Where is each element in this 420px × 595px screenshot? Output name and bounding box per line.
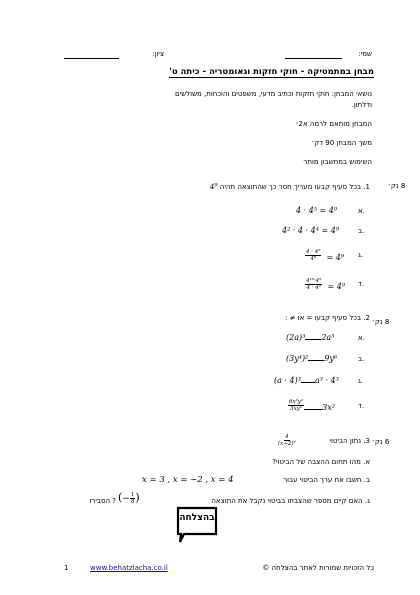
q2-item-a-blank xyxy=(305,339,321,340)
q3-prompt xyxy=(230,437,370,446)
q3-prompt-text: נתון הביטוי xyxy=(329,437,362,445)
page-title-text: מבחן במתמטיקה - חוקי חזקות וגאומטריה - כיתה ט' xyxy=(169,67,374,77)
q1-item-b-label: ב. xyxy=(358,227,365,235)
q3-item-c-label: ג. xyxy=(364,497,370,505)
q3-item-b xyxy=(100,476,370,485)
q1-item-d-rhs: = 4⁹ xyxy=(327,282,346,291)
q2-item-d-den: 3xy² xyxy=(290,406,303,412)
q1-item-d-fraction xyxy=(305,278,322,291)
q3-expression xyxy=(278,430,296,449)
grade-label: ציון: xyxy=(152,50,164,58)
behatzlacha-logo xyxy=(174,504,220,546)
q1-points: 8 נק׳ xyxy=(388,182,406,190)
q2-prompt xyxy=(230,314,370,323)
exam-calculator: השימוש במחשבון מותר xyxy=(303,158,372,166)
q3-number: 3. xyxy=(363,437,370,445)
footer-link[interactable]: www.behatzlacha.co.il xyxy=(90,564,168,572)
q2-item-d-num: 6x³y² xyxy=(289,399,304,405)
logo-icon xyxy=(174,504,220,546)
q2-number: 2. xyxy=(363,314,370,322)
q3-expression-fraction xyxy=(278,434,296,447)
q2-item-b-expr xyxy=(286,354,337,364)
q3-item-c-text: האם קיים מספר שהצבתו בביטוי נקבל את התוצאה xyxy=(211,497,363,505)
q2-item-a-right: 2a³ xyxy=(321,333,335,342)
q1-item-c-expr xyxy=(305,245,344,264)
name-blank xyxy=(285,58,342,59)
q1-item-c-fraction xyxy=(305,249,321,262)
q1-item-c-den: 4⁸ xyxy=(310,256,317,262)
q2-item-c-blank xyxy=(301,382,315,383)
q2-item-c-left: (a · 4)³ xyxy=(274,376,301,385)
exam-level: המבחן מותאם לרמה א2׳ xyxy=(295,120,372,128)
q1-prompt xyxy=(176,182,370,192)
logo-text: בהצלחה xyxy=(179,513,215,523)
q1-prompt-math: 4⁹ xyxy=(209,182,218,191)
q1-item-a-label: א. xyxy=(358,207,365,215)
q1-item-b-expr: 4² · 4 · 4⁴ = 4⁹ xyxy=(282,226,340,235)
q2-item-c-expr xyxy=(274,376,339,386)
q1-item-c-rhs: = 4⁹ xyxy=(326,253,345,262)
name-label: שמי: xyxy=(358,50,372,58)
q1-item-c-num: 4 · 4⁵ xyxy=(306,249,321,255)
q2-item-a-label: א. xyxy=(358,334,365,342)
q1-item-d-label: ד. xyxy=(358,280,365,288)
exam-duration: משך המבחן 90 דק׳ xyxy=(311,139,372,147)
q2-item-d-label: ד. xyxy=(358,402,365,410)
q2-item-d-fraction xyxy=(288,399,304,412)
q1-number: 1. xyxy=(363,183,370,191)
grade-blank xyxy=(64,58,119,59)
q2-item-a-left: (2a)³ xyxy=(286,333,306,342)
exam-topics: נושאי המבחן: חוקי חזקות וכתיב מדעי, משפטים והוכחות, משולשים ודלתון. xyxy=(175,90,372,109)
q2-item-b-blank xyxy=(308,360,324,361)
q2-item-c-label: ג. xyxy=(358,377,364,385)
q2-points: 8 נק׳ xyxy=(372,318,390,326)
q2-item-b-label: ב. xyxy=(358,355,365,363)
page-number: 1 xyxy=(64,564,69,572)
q2-item-b-left: (3y⁴)² xyxy=(286,354,309,363)
q3-item-a-text: מהו תחום ההצבה של הביטוי? xyxy=(272,458,361,466)
q3-item-a xyxy=(220,458,370,467)
q3-item-b-text: חשבו את ערך הביטוי עבור xyxy=(283,476,362,484)
q1-item-d-num: 4¹⁰·4⁵ xyxy=(306,278,322,284)
q3-item-b-math: x = 3 , x = −2 , x = 4 xyxy=(142,475,234,485)
q2-item-d-expr xyxy=(288,395,335,414)
grade-field xyxy=(120,50,164,59)
q3-item-a-label: א. xyxy=(363,458,370,466)
q1-item-d-den: 4 · 4² xyxy=(306,285,321,291)
q3-points: 6 נק׳ xyxy=(372,438,390,446)
footer-copyright: כל הזכויות שמורות לאתר בהצלחה © xyxy=(262,564,374,572)
page-title xyxy=(70,67,374,78)
q3-expr-den: (x−2)² xyxy=(278,441,296,447)
q3-item-b-label: ב. xyxy=(363,476,370,484)
q2-prompt-text: בכל סעיף קבעו = או ≠ : xyxy=(285,314,362,322)
q1-item-d-expr xyxy=(305,274,345,293)
q2-item-d-blank xyxy=(304,409,322,410)
q1-item-c-label: ג. xyxy=(358,251,364,259)
q1-prompt-text: בכל סעיף קבעו מעריך חסר כך שהתוצאה תהיה xyxy=(219,183,362,191)
q3-item-c-tail: ? הסבירו xyxy=(89,497,116,505)
q2-item-a-expr xyxy=(286,333,334,343)
q2-item-d-right: 3x² xyxy=(322,403,335,412)
q3-item-c-math: (− $\frac{1}{8}$ ) xyxy=(118,491,140,505)
q1-item-a-expr: 4 · 4⁵ = 4⁹ xyxy=(296,206,338,215)
q2-item-c-right: a³ · 4³ xyxy=(314,376,339,385)
q2-item-b-right: 9y⁶ xyxy=(324,354,338,363)
q3-expr-num: 4 xyxy=(285,434,289,440)
